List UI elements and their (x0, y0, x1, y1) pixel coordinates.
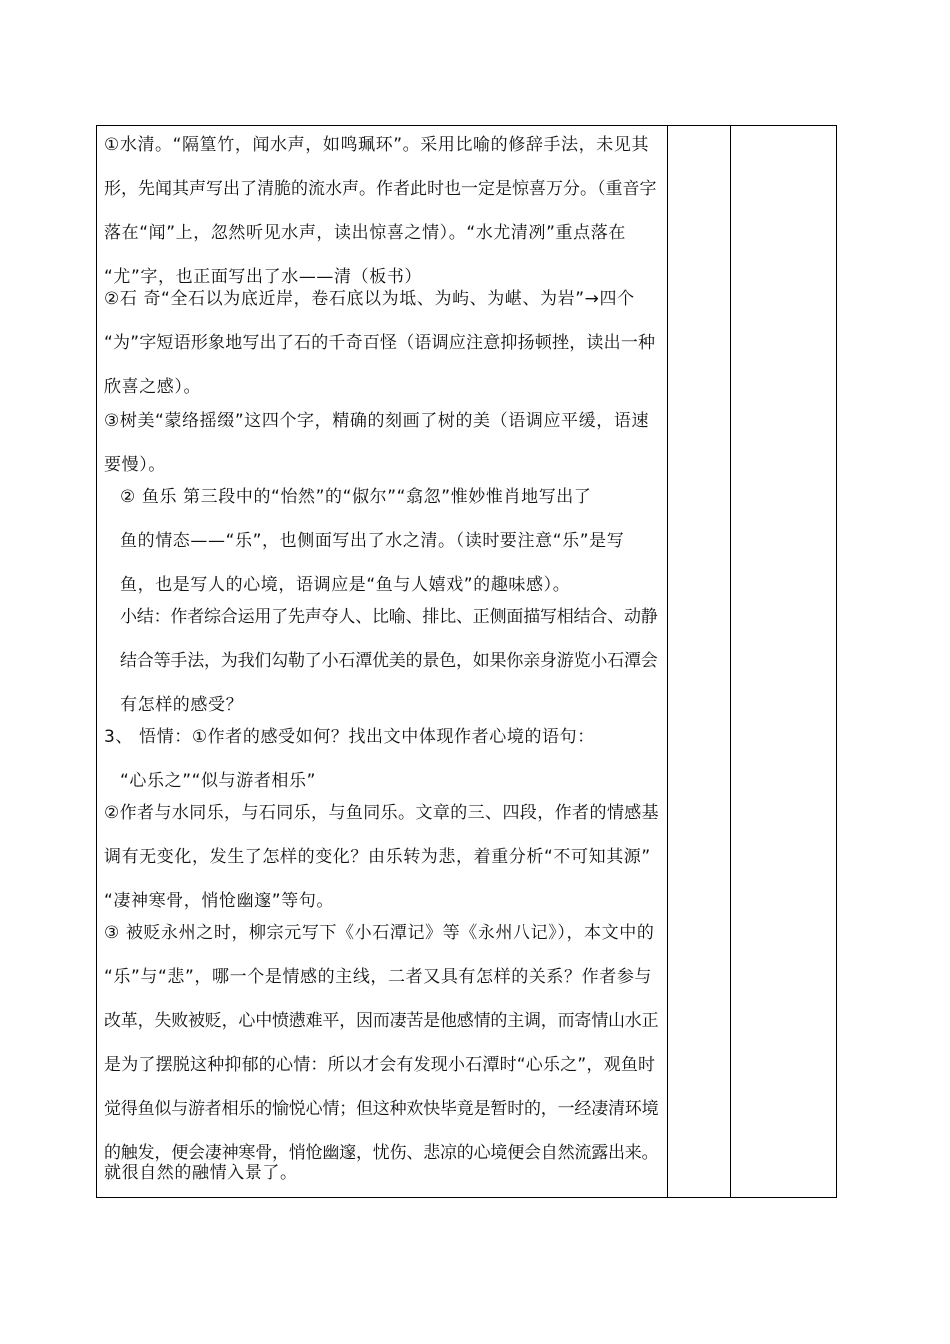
text-line: 改革，失败被贬，心中愤懑难平，因而凄苦是他感情的主调，而寄情山水正 (104, 1011, 659, 1031)
empty-cell-2 (668, 126, 731, 1197)
text-line: 要慢）。 (104, 455, 166, 475)
lesson-table (96, 125, 837, 1198)
text-line: ②石 奇“全石以为底近岸，卷石底以为坻、为屿、为嵁、为岩”→四个 (104, 289, 635, 309)
text-line: 是为了摆脱这种抑郁的心情：所以才会有发现小石潭时“心乐之”，观鱼时 (104, 1055, 656, 1075)
text-line: 鱼，也是写人的心境，语调应是“鱼与人嬉戏”的趣味感）。 (120, 575, 571, 595)
text-line: “乐”与“悲”，哪一个是情感的主线，二者又具有怎样的关系？作者参与 (104, 967, 653, 987)
text-line: 的触发，便会凄神寒骨，悄怆幽邃，忧伤、悲凉的心境便会自然流露出来。 (104, 1143, 659, 1163)
text-line: 结合等手法，为我们勾勒了小石潭优美的景色，如果你亲身游览小石潭会 (120, 651, 658, 671)
text-line: “为”字短语形象地写出了石的千奇百怪（语调应注意抑扬顿挫，读出一种 (104, 333, 656, 353)
empty-cell-3 (731, 126, 836, 1197)
text-line: 欣喜之感）。 (104, 377, 202, 397)
text-line: 就很自然的融情入景了。 (104, 1163, 298, 1183)
text-line: ①水清。“隔篁竹，闻水声，如鸣珮环”。采用比喻的修辞手法，未见其 (104, 135, 650, 155)
text-line: 落在“闻”上，忽然听见水声，读出惊喜之情）。“水尤清冽”重点落在 (104, 223, 626, 243)
text-line: ②作者与水同乐，与石同乐，与鱼同乐。文章的三、四段，作者的情感基 (104, 803, 660, 823)
text-line: “凄神寒骨，悄怆幽邃”等句。 (104, 891, 335, 911)
text-line: ③ 被贬永州之时，柳宗元写下《小石潭记》等《永州八记》），本文中的 (104, 923, 655, 943)
text-line: ③树美“蒙络摇缀”这四个字，精确的刻画了树的美（语调应平缓，语速 (104, 411, 650, 431)
main-content-cell (97, 126, 668, 1197)
text-line: 3、 悟情：①作者的感受如何？找出文中体现作者心境的语句： (104, 727, 595, 747)
text-line: 调有无变化，发生了怎样的变化？由乐转为悲，着重分析“不可知其源” (104, 847, 651, 867)
text-line: “尤”字，也正面写出了水——清（板书） (104, 267, 423, 287)
text-line: 小结：作者综合运用了先声夺人、比喻、排比、正侧面描写相结合、动静 (120, 607, 658, 627)
text-line: 觉得鱼似与游者相乐的愉悦心情；但这种欢快毕竟是暂时的，一经凄清环境 (104, 1099, 659, 1119)
text-line: “心乐之”“似与游者相乐” (120, 771, 317, 791)
text-line: 形，先闻其声写出了清脆的流水声。作者此时也一定是惊喜万分。（重音字 (104, 179, 657, 199)
text-line: ② 鱼乐 第三段中的“怡然”的“俶尔”“翕忽”惟妙惟肖地写出了 (120, 487, 592, 507)
text-line: 有怎样的感受？ (120, 695, 244, 715)
text-line: 鱼的情态——“乐”，也侧面写出了水之清。（读时要注意“乐”是写 (120, 531, 625, 551)
